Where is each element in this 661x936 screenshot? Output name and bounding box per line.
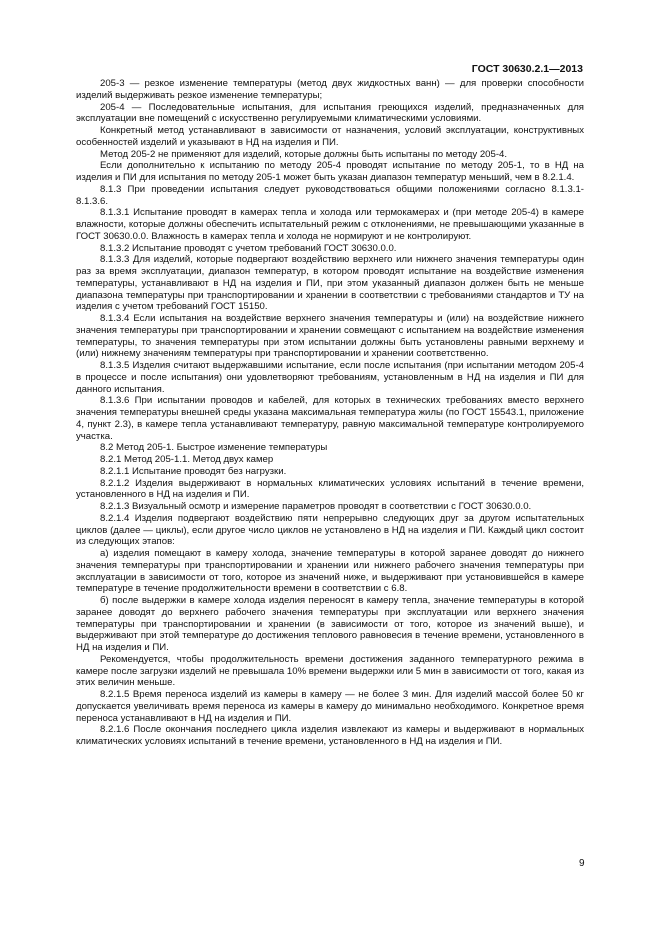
paragraph: 8.1.3.5 Изделия считают выдержавшими испытание, если после испытания (при испытании методом 205-4 в процессе и после испытания) они удовлетворяют требованиям, установленным в НД на изделия и ПИ для данного испытания.: [76, 360, 584, 395]
paragraph: 8.1.3.6 При испытании проводов и кабелей, для которых в технических требованиях вместо верхнего значения температуры внешней среды указана максимальная температура жилы (по ГОСТ 15543.1, приложение 4, пункт 2.3), в камере тепла устанавливают температуру, равную максимальной температуре контролируемого участка.: [76, 395, 584, 442]
paragraph: 205-4 — Последовательные испытания, для испытания греющихся изделий, предназначенных для эксплуатации вне помещений с искусственно регулируемыми климатическими условиями.: [76, 101, 584, 125]
paragraph: Если дополнительно к испытанию по методу 205-4 проводят испытание по методу 205-1, то в НД на изделия и ПИ для испытания по методу 205-1 может быть указан диапазон температур меньший, чем в 8.2.1.4.: [76, 160, 584, 183]
document-header: ГОСТ 30630.2.1—2013: [471, 63, 583, 75]
document-body: [76, 78, 584, 748]
list-item: а) изделия помещают в камеру холода, значение температуры в которой заранее доводят до нижнего значения температуры при транспортировании и хранении или нижнего рабочего значения температуры при эксплуатации в зависимости от того, которое из значений ниже, и выдерживают при установившейся в камере температуре в течение продолжительности времени в соответствии с 6.8.: [76, 548, 584, 595]
paragraph: 205-3 — резкое изменение температуры (метод двух жидкостных ванн) — для проверки способности изделий выдерживать резкое изменение температуры;: [76, 78, 584, 101]
list-item: б) после выдержки в камере холода изделия переносят в камеру тепла, значение температуры в которой заранее доводят до верхнего рабочего значения температуры при эксплуатации или верхнего значения температуры при транспортировании и хранении (в зависимости от того, которое из значений выше), и выдерживают при этой температуре до достижения теплового равновесия в течение времени, установленного в НД на изделия и ПИ.: [76, 595, 584, 653]
subsection-heading: 8.2.1 Метод 205-1.1. Метод двух камер: [100, 454, 274, 465]
paragraph: 8.2.1.5 Время переноса изделий из камеры в камеру — не более 3 мин. Для изделий массой более 50 кг допускается увеличивать время переноса из камеры в камеру до минимально необходимого. Конкретное время переноса устанавливают в НД на изделия и ПИ.: [76, 689, 584, 724]
paragraph: 8.1.3.1 Испытание проводят в камерах тепла и холода или термокамерах и (при методе 205-4) в камере влажности, которые должны обеспечить испытательный режим с отклонениями, не превышающими указанные в ГОСТ 30630.0.0. Влажность в камерах тепла и холода не нормируют и не контролируют.: [76, 207, 584, 242]
paragraph: 8.2.1.3 Визуальный осмотр и измерение параметров проводят в соответствии с ГОСТ 30630.0.0.: [100, 501, 532, 512]
page-number: 9: [579, 858, 585, 869]
paragraph: Рекомендуется, чтобы продолжительность времени достижения заданного температурного режима в камере после загрузки изделий не превышала 10% времени выдержки или 5 мин в зависимости от того, какая из этих величин меньше.: [76, 653, 584, 689]
section-heading: 8.2 Метод 205-1. Быстрое изменение температуры: [100, 442, 328, 454]
paragraph: 8.2.1.6 После окончания последнего цикла изделия извлекают из камеры и выдерживают в нормальных климатических условиях испытаний в течение времени, установленного в НД на изделия и ПИ.: [76, 724, 584, 747]
paragraph: 8.1.3 При проведении испытания следует руководствоваться общими положениями согласно 8.1.3.1-8.1.3.6.: [76, 183, 584, 207]
paragraph: 8.2.1.4 Изделия подвергают воздействию пяти непрерывно следующих друг за другом испытательных циклов (далее — циклы), если другое число циклов не установлено в НД на изделия и ПИ. Каждый цикл состоит из следующих этапов:: [76, 512, 584, 548]
paragraph: Конкретный метод устанавливают в зависимости от назначения, условий эксплуатации, конструктивных особенностей изделий и указывают в НД на изделия и ПИ.: [76, 125, 584, 148]
paragraph: 8.1.3.3 Для изделий, которые подвергают воздействию верхнего или нижнего значения температуры один раз за время эксплуатации, диапазон температур, в котором проводят испытание на воздействие изменения температуры, устанавливают в НД на изделия и ПИ, при этом указанный диапазон должен быть не меньше диапазона температуры при транспортировании и хранении в соответствии с требованиями стандартов и ТУ на изделия с учетом требований ГОСТ 15150.: [76, 254, 584, 313]
paragraph: 8.2.1.2 Изделия выдерживают в нормальных климатических условиях испытаний в течение времени, установленного в НД на изделия и ПИ.: [76, 477, 584, 501]
paragraph: 8.1.3.2 Испытание проводят с учетом требований ГОСТ 30630.0.0.: [100, 242, 397, 254]
paragraph: 8.2.1.1 Испытание проводят без нагрузки.: [100, 465, 287, 477]
paragraph: Метод 205-2 не применяют для изделий, которые должны быть испытаны по методу 205-4.: [100, 148, 508, 160]
paragraph: 8.1.3.4 Если испытания на воздействие верхнего значения температуры и (или) на воздействие нижнего значения температуры при транспортировании и хранении совмещают с испытанием на воздействие изменения температуры, то значения температуры при этом испытании должны быть установлены равными верхнему и (или) нижнему значениям температуры при транспортировании и хранении соответственно.: [76, 313, 584, 360]
